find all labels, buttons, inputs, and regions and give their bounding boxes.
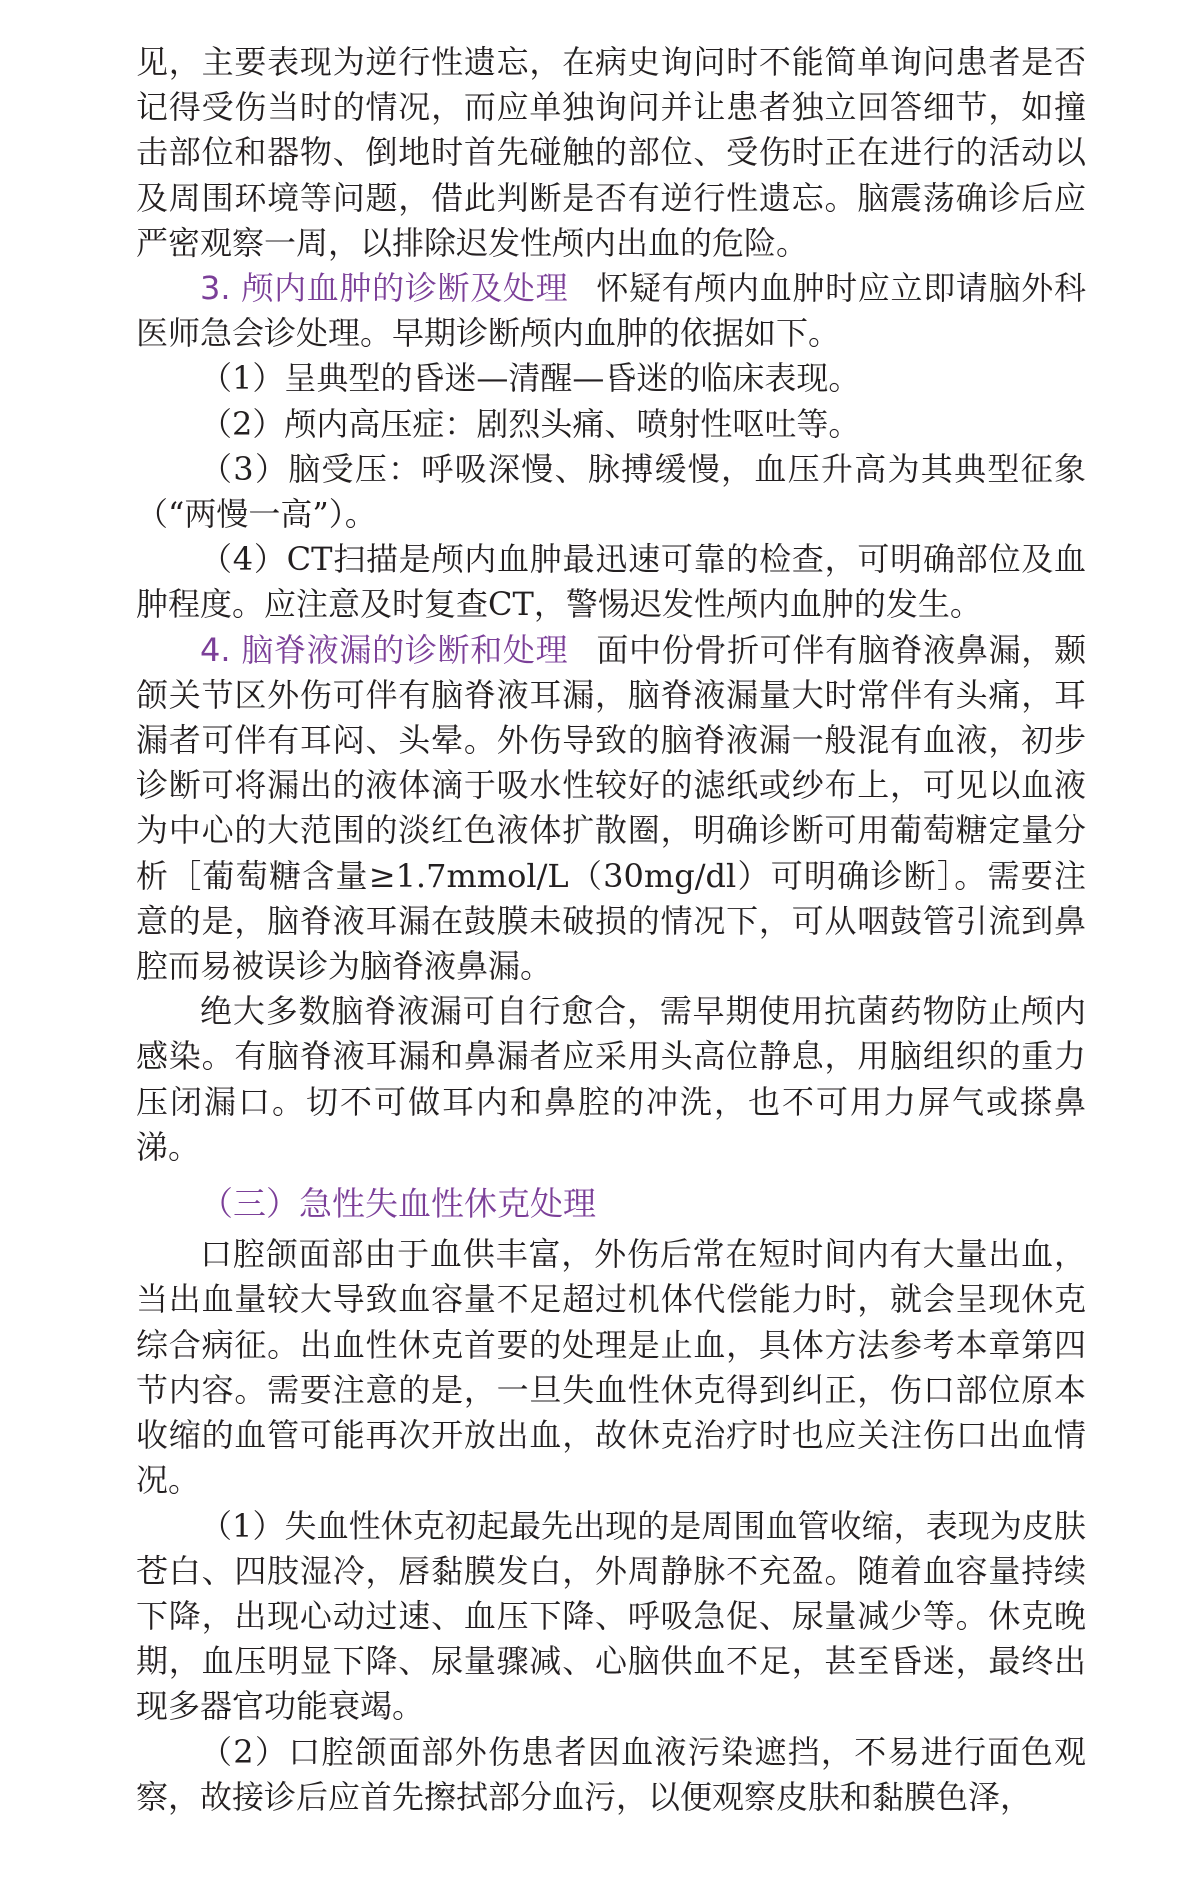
list-item-hematoma-2: （2）颅内高压症：剧烈头痛、喷射性呕吐等。: [200, 404, 861, 443]
list-item-hematoma-3: （3）脑受压：呼吸深慢、脉搏缓慢，血压升高为其典型征象（“两慢一高”）。: [136, 449, 1086, 534]
paragraph-concussion: 见，主要表现为逆行性遗忘，在病史询问时不能简单询问患者是否记得受伤当时的情况，而应单独询问并让患者独立回答细节，如撞击部位和器物、倒地时首先碰触的部位、受伤时正在进行的活动以及周围环境等问题，借此判断是否有逆行性遗忘。脑震荡确诊后应严密观察一周，以排除迟发性颅内出血的危险。: [136, 43, 1086, 262]
section-heading-shock: （三）急性失血性休克处理: [200, 1184, 596, 1224]
list-item-hematoma-4: （4）CT扫描是颅内血肿最迅速可靠的检查，可明确部位及血肿程度。应注意及时复查CT，警惕迟发性颅内血肿的发生。: [136, 540, 1086, 624]
list-item-shock-1: （1）失血性休克初起最先出现的是周围血管收缩，表现为皮肤苍白、四肢湿冷，唇黏膜发白，外周静脉不充盈。随着血容量持续下降，出现心动过速、血压下降、呼吸急促、尿量减少等。休克晚期，血压明显下降、尿量骤减、心脑供血不足，甚至昏迷，最终出现多器官功能衰竭。: [136, 1506, 1086, 1726]
document-page: [136, 40, 1086, 1820]
paragraph-csf-leak: [136, 628, 1086, 990]
subheading-hematoma: 3. 颅内血肿的诊断及处理: [200, 269, 569, 308]
paragraph-hematoma: [136, 266, 1086, 356]
subheading-csf-leak: 4. 脑脊液漏的诊断和处理: [200, 630, 569, 669]
paragraph-shock: 口腔颌面部由于血供丰富，外伤后常在短时间内有大量出血，当出血量较大导致血容量不足超过机体代偿能力时，就会呈现休克综合病征。出血性休克首要的处理是止血，具体方法参考本章第四节内容。需要注意的是，一旦失血性休克得到纠正，伤口部位原本收缩的血管可能再次开放出血，故休克治疗时也应关注伤口出血情况。: [136, 1235, 1086, 1500]
paragraph-csf-leak-body: 面中份骨折可伴有脑脊液鼻漏，颞颌关节区外伤可伴有脑脊液耳漏，脑脊液漏量大时常伴有头痛，耳漏者可伴有耳闷、头晕。外伤导致的脑脊液漏一般混有血液，初步诊断可将漏出的液体滴于吸水性较好的滤纸或纱布上，可见以血液为中心的大范围的淡红色液体扩散圈，明确诊断可用葡萄糖定量分析［葡萄糖含量≥1.7mmol/L（30mg/dl）可明确诊断］。需要注意的是，脑脊液耳漏在鼓膜未破损的情况下，可从咽鼓管引流到鼻腔而易被误诊为脑脊液鼻漏。: [136, 630, 1086, 986]
list-item-shock-2: （2）口腔颌面部外伤患者因血液污染遮挡，不易进行面色观察，故接诊后应首先擦拭部分血污，以便观察皮肤和黏膜色泽，: [136, 1732, 1086, 1816]
list-item-hematoma-1: （1）呈典型的昏迷—清醒—昏迷的临床表现。: [200, 359, 861, 398]
paragraph-csf-leak-treatment: 绝大多数脑脊液漏可自行愈合，需早期使用抗菌药物防止颅内感染。有脑脊液耳漏和鼻漏者应采用头高位静息，用脑组织的重力压闭漏口。切不可做耳内和鼻腔的冲洗，也不可用力屏气或搽鼻涕。: [136, 992, 1086, 1166]
paragraph-hematoma-body: 怀疑有颅内血肿时应立即请脑外科医师急会诊处理。早期诊断颅内血肿的依据如下。: [136, 269, 1086, 353]
